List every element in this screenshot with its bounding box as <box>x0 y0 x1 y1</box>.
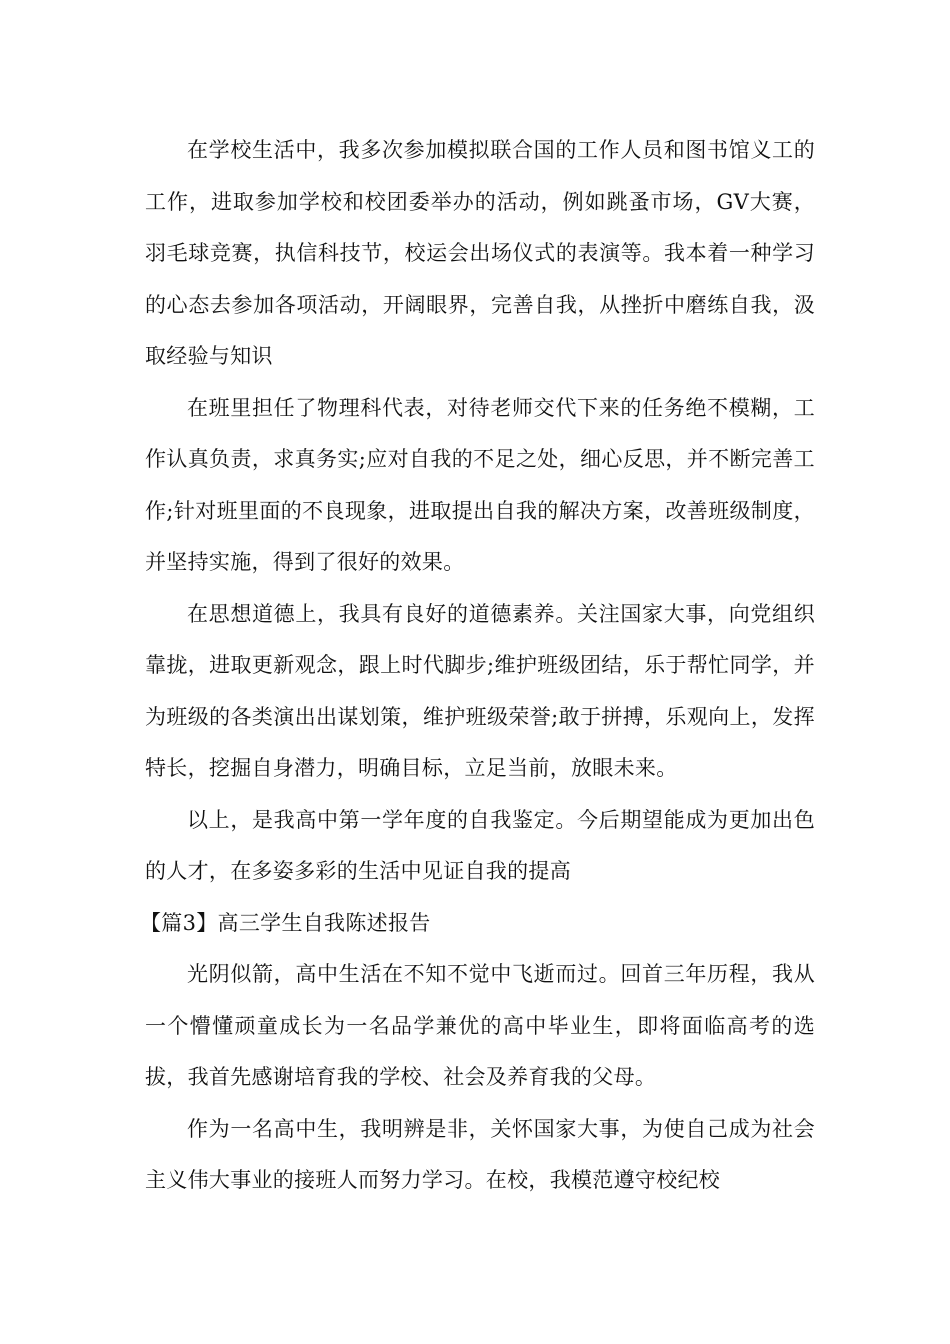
paragraph-introduction: 光阴似箭，高中生活在不知不觉中飞逝而过。回首三年历程，我从一个懵懂顽童成长为一名品学兼优的高中毕业生，即将面临高考的选拔，我首先感谢培育我的学校、社会及养育我的父母。 <box>145 962 815 1089</box>
paragraph-moral-character: 在思想道德上，我具有良好的道德素养。关注国家大事，向党组织靠拢，进取更新观念，跟上时代脚步;维护班级团结，乐于帮忙同学，并为班级的各类演出出谋划策，维护班级荣誉;敢于拼搏，乐观向上，发挥特长，挖掘自身潜力，明确目标，立足当前，放眼未来。 <box>145 601 815 780</box>
paragraph-activities: 在学校生活中，我多次参加模拟联合国的工作人员和图书馆义工的工作，进取参加学校和校团委举办的活动，例如跳蚤市场，GV大赛，羽毛球竞赛，执信科技节，校运会出场仪式的表演等。我本着一种学习的心态去参加各项活动，开阔眼界，完善自我，从挫折中磨练自我，汲取经验与知识 <box>145 138 815 368</box>
paragraph-class-representative: 在班里担任了物理科代表，对待老师交代下来的任务绝不模糊，工作认真负责，求真务实;应对自我的不足之处，细心反思，并不断完善工作;针对班里面的不良现象，进取提出自我的解决方案，改善班级制度，并坚持实施，得到了很好的效果。 <box>145 395 815 574</box>
paragraph-conclusion: 以上，是我高中第一学年度的自我鉴定。今后期望能成为更加出色的人才，在多姿多彩的生活中见证自我的提高 <box>145 807 815 883</box>
section-heading: 【篇3】高三学生自我陈述报告 <box>140 910 431 935</box>
document-body <box>140 125 815 1207</box>
paragraph-political-awareness: 作为一名高中生，我明辨是非，关怀国家大事，为使自己成为社会主义伟大事业的接班人而努力学习。在校，我模范遵守校纪校 <box>145 1116 815 1192</box>
